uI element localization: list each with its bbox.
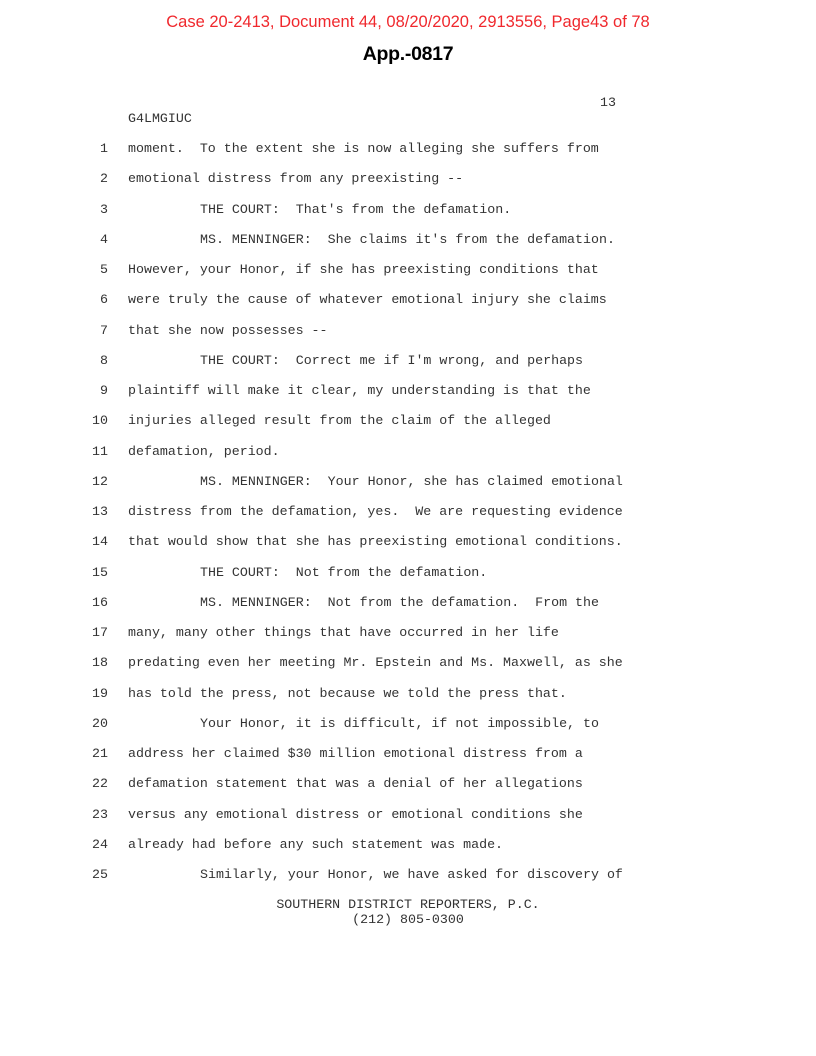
line-number: 22 [92, 776, 108, 792]
line-text: THE COURT: That's from the defamation. [200, 201, 512, 217]
transcript-line [0, 353, 816, 373]
case-stamp: Case 20-2413, Document 44, 08/20/2020, 2913556, Page43 of 78 [166, 13, 650, 31]
line-number: 25 [92, 867, 108, 882]
document-code: G4LMGIUC [128, 111, 192, 126]
line-text: MS. MENNINGER: Not from the defamation. From the [200, 594, 599, 610]
line-number: 13 [92, 504, 108, 519]
transcript-line [0, 807, 816, 827]
line-text: THE COURT: Correct me if I'm wrong, and perhaps [200, 352, 584, 368]
line-number: 3 [100, 201, 108, 217]
transcript-line [0, 655, 816, 675]
line-number: 24 [92, 836, 108, 852]
line-text: were truly the cause of whatever emotional injury she claims [128, 292, 607, 308]
line-text: that would show that she has preexisting emotional conditions. [128, 534, 623, 550]
appendix-number: App.-0817 [362, 43, 454, 65]
line-text: distress from the defamation, yes. We are requesting evidence [128, 504, 623, 519]
transcript-line [0, 686, 816, 706]
line-number: 6 [100, 292, 108, 308]
line-number: 5 [100, 262, 108, 277]
line-number: 21 [92, 746, 108, 761]
transcript-line [0, 746, 816, 766]
transcript-line [0, 565, 816, 585]
transcript-line [0, 867, 816, 887]
page-number: 13 [600, 95, 616, 110]
line-text: injuries alleged result from the claim of the alleged [128, 413, 551, 429]
transcript-line [0, 202, 816, 222]
transcript-line [0, 413, 816, 433]
transcript-line [0, 383, 816, 403]
transcript-line [0, 141, 816, 161]
line-number: 18 [92, 655, 108, 671]
line-number: 7 [100, 322, 108, 338]
transcript-line [0, 474, 816, 494]
footer-reporter: SOUTHERN DISTRICT REPORTERS, P.C. [276, 897, 540, 912]
line-number: 1 [100, 141, 108, 156]
line-number: 12 [92, 473, 108, 489]
transcript-line [0, 444, 816, 464]
transcript-line [0, 776, 816, 796]
line-number: 20 [92, 715, 108, 731]
transcript-line [0, 292, 816, 312]
transcript-line [0, 323, 816, 343]
transcript-line [0, 262, 816, 282]
line-text: already had before any such statement was made. [128, 836, 504, 852]
line-text: Your Honor, it is difficult, if not impossible, to [200, 715, 599, 731]
line-text: address her claimed $30 million emotional distress from a [128, 746, 583, 761]
transcript-line [0, 534, 816, 554]
line-number: 4 [100, 231, 108, 247]
line-text: Similarly, your Honor, we have asked for discovery of [200, 867, 623, 882]
line-number: 23 [92, 806, 108, 822]
transcript-line [0, 625, 816, 645]
line-text: that she now possesses -- [128, 322, 328, 338]
transcript-line [0, 716, 816, 736]
line-text: moment. To the extent she is now alleging she suffers from [128, 141, 599, 156]
footer-phone: (212) 805-0300 [352, 912, 464, 927]
line-number: 19 [92, 685, 108, 701]
line-text: defamation, period. [128, 443, 280, 459]
transcript-line [0, 595, 816, 615]
line-text: predating even her meeting Mr. Epstein and Ms. Maxwell, as she [128, 655, 623, 671]
line-number: 16 [92, 594, 108, 610]
line-text: MS. MENNINGER: She claims it's from the defamation. [200, 231, 615, 247]
line-number: 14 [92, 534, 108, 550]
line-text: THE COURT: Not from the defamation. [200, 564, 488, 580]
line-text: defamation statement that was a denial of her allegations [128, 776, 583, 792]
transcript-line [0, 232, 816, 252]
line-text: emotional distress from any preexisting -- [128, 171, 464, 187]
line-text: plaintiff will make it clear, my understanding is that the [128, 383, 591, 398]
transcript-line [0, 504, 816, 524]
line-number: 9 [100, 383, 108, 398]
line-number: 2 [100, 171, 108, 187]
line-number: 11 [92, 443, 108, 459]
line-text: However, your Honor, if she has preexisting conditions that [128, 262, 599, 277]
transcript-line [0, 837, 816, 857]
line-number: 8 [100, 352, 108, 368]
line-number: 10 [92, 413, 108, 429]
line-number: 17 [92, 625, 108, 640]
line-text: versus any emotional distress or emotional conditions she [128, 806, 583, 822]
line-number: 15 [92, 564, 108, 580]
line-text: MS. MENNINGER: Your Honor, she has claimed emotional [200, 473, 623, 489]
line-text: has told the press, not because we told the press that. [128, 685, 567, 701]
line-text: many, many other things that have occurred in her life [128, 625, 559, 640]
transcript-line [0, 171, 816, 191]
